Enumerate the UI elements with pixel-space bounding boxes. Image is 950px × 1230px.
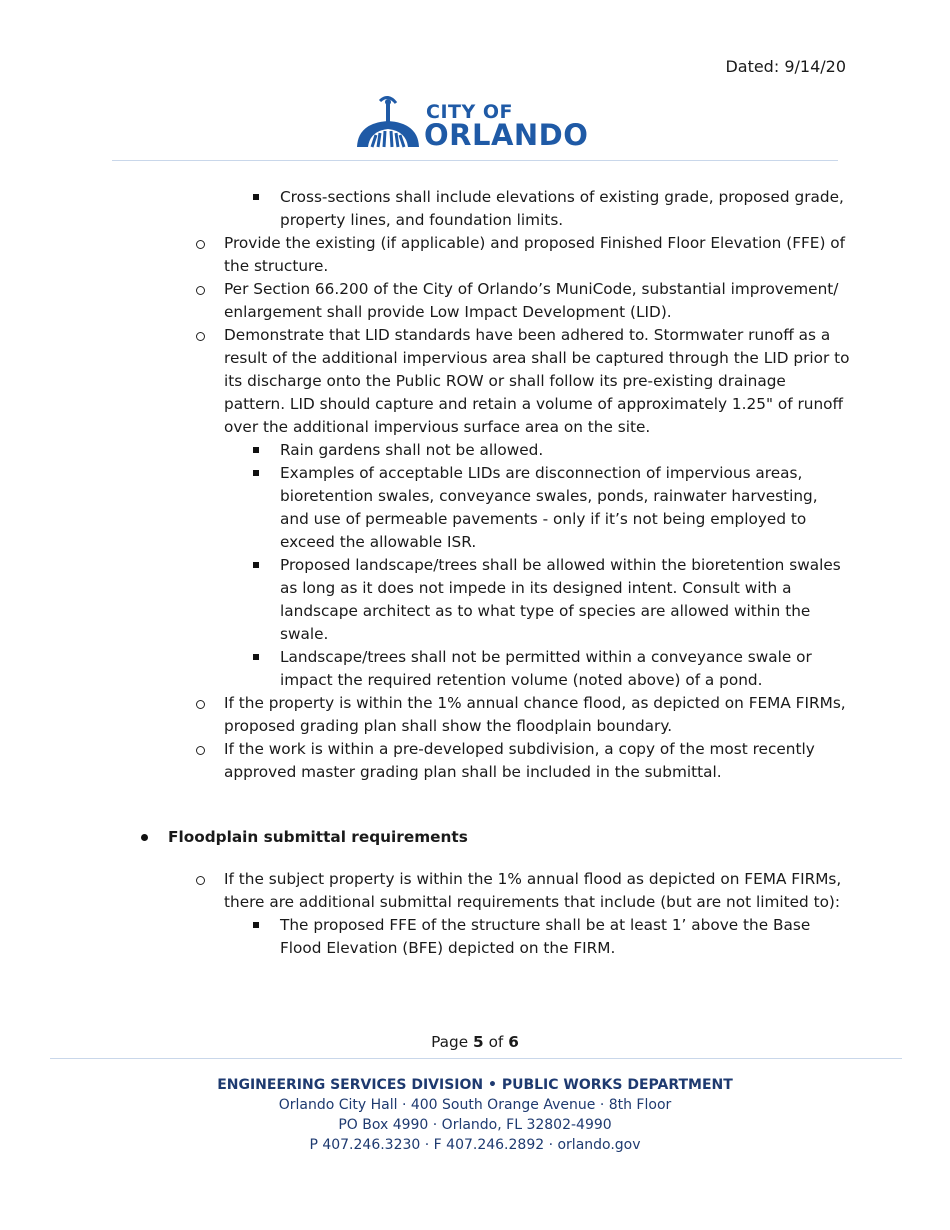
- list-item: Cross-sections shall include elevations of existing grade, proposed grade, property lines, and foundation limits.: [0, 186, 950, 232]
- list-item: Demonstrate that LID standards have been adhered to. Stormwater runoff as a result of the additional impervious area shall be captured through the LID prior to its discharge onto the Public ROW or shall follow its pre-existing drainage pattern. LID should capture and retain a volume of approximately 1.25" of runoff over the additional impervious surface area on the site.: [0, 324, 950, 439]
- list-item: If the property is within the 1% annual chance flood, as depicted on FEMA FIRMs, proposed grading plan shall show the floodplain boundary.: [0, 692, 950, 738]
- square-bullet-icon: [253, 470, 259, 476]
- square-bullet-icon: [253, 562, 259, 568]
- circle-bullet-icon: [196, 332, 205, 341]
- city-logo: [356, 95, 596, 150]
- footer: [0, 1075, 950, 1155]
- footer-phone: P 407.246.3230 · F 407.246.2892 · orlando.gov: [309, 1137, 641, 1153]
- footer-address-1: Orlando City Hall · 400 South Orange Avenue · 8th Floor: [278, 1097, 672, 1113]
- logo-city-of: CITY OF: [426, 101, 513, 123]
- list-item: If the subject property is within the 1% annual flood as depicted on FEMA FIRMs, there are additional submittal requirements that include (but are not limited to):: [0, 868, 950, 914]
- footer-address-2: PO Box 4990 · Orlando, FL 32802-4990: [338, 1117, 612, 1133]
- square-bullet-icon: [253, 654, 259, 660]
- circle-bullet-icon: [196, 700, 205, 709]
- footer-division: ENGINEERING SERVICES DIVISION • PUBLIC WORKS DEPARTMENT: [217, 1077, 733, 1093]
- disc-bullet-icon: [141, 834, 148, 841]
- page-number: Page 5 of 6: [431, 1033, 519, 1051]
- city-logo-fountain-icon: [356, 95, 426, 150]
- header-rule: [112, 160, 838, 161]
- list-item: Proposed landscape/trees shall be allowed within the bioretention swales as long as it does not impede in its designed intent. Consult with a landscape architect as to what type of species are allowed within the swale.: [0, 554, 950, 646]
- circle-bullet-icon: [196, 286, 205, 295]
- square-bullet-icon: [253, 194, 259, 200]
- circle-bullet-icon: [196, 240, 205, 249]
- square-bullet-icon: [253, 447, 259, 453]
- dated-label: Dated: 9/14/20: [725, 57, 846, 76]
- list-item: The proposed FFE of the structure shall be at least 1’ above the Base Flood Elevation (BFE) depicted on the FIRM.: [0, 914, 950, 960]
- list-item: Per Section 66.200 of the City of Orlando’s MuniCode, substantial improvement/ enlargement shall provide Low Impact Development (LID).: [0, 278, 950, 324]
- list-item: Examples of acceptable LIDs are disconnection of impervious areas, bioretention swales, conveyance swales, ponds, rainwater harvesting, and use of permeable pavements - only if it’s not being employed to exceed the allowable ISR.: [0, 462, 950, 554]
- list-item: If the work is within a pre-developed subdivision, a copy of the most recently approved master grading plan shall be included in the submittal.: [0, 738, 950, 784]
- section-heading-floodplain: Floodplain submittal requirements: [0, 826, 950, 849]
- document-body: [0, 186, 950, 960]
- footer-rule: [50, 1058, 902, 1059]
- list-item: Provide the existing (if applicable) and proposed Finished Floor Elevation (FFE) of the structure.: [0, 232, 950, 278]
- circle-bullet-icon: [196, 746, 205, 755]
- circle-bullet-icon: [196, 876, 205, 885]
- square-bullet-icon: [253, 922, 259, 928]
- list-item: Landscape/trees shall not be permitted within a conveyance swale or impact the required retention volume (noted above) of a pond.: [0, 646, 950, 692]
- logo-orlando: ORLANDO: [424, 118, 589, 152]
- list-item: Rain gardens shall not be allowed.: [0, 439, 950, 462]
